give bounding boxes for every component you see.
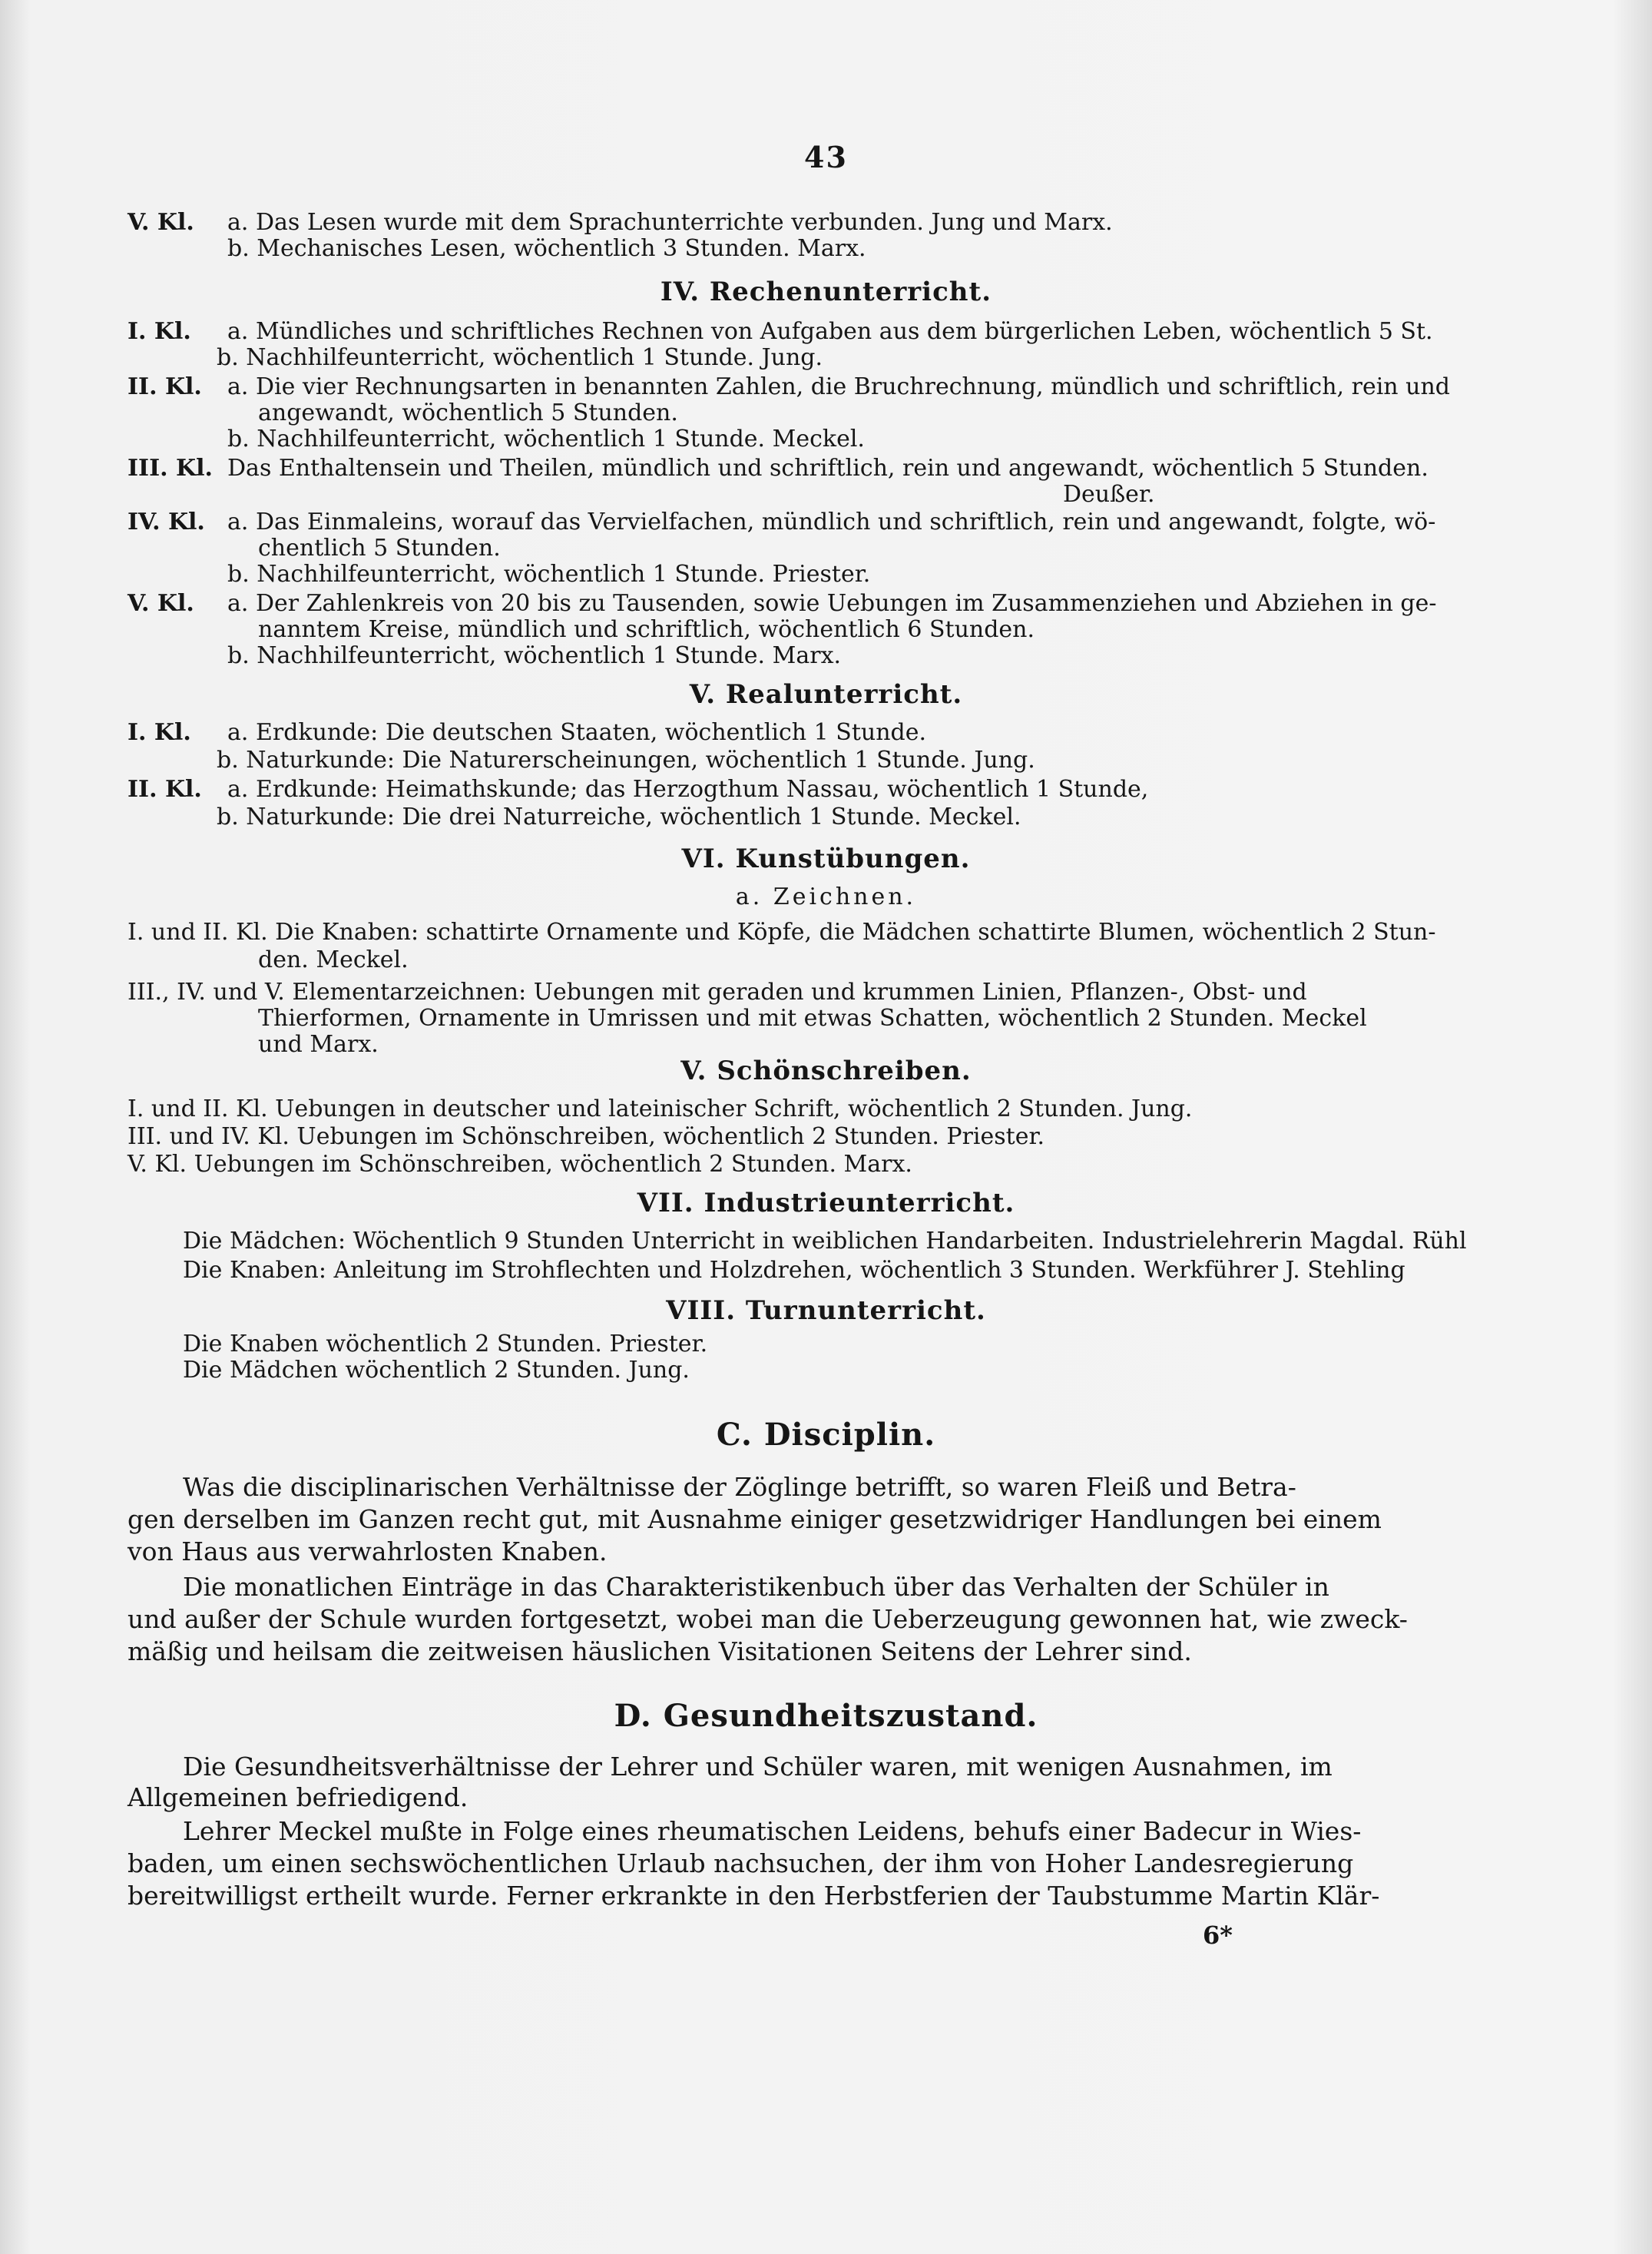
text-line: III. und IV. Kl. Uebungen im Schönschreiben, wöchentlich 2 Stunden. Priester.	[127, 1123, 1045, 1150]
text-line: Die Knaben: Anleitung im Strohflechten und Holzdrehen, wöchentlich 3 Stunden. Werkführer J. Stehling	[183, 1257, 1405, 1284]
text-line: Die Mädchen wöchentlich 2 Stunden. Jung.	[183, 1357, 690, 1384]
text-line: a. Erdkunde: Heimathskunde; das Herzogthum Nassau, wöchentlich 1 Stunde,	[227, 776, 1149, 803]
class-label: V. Kl.	[127, 590, 194, 617]
paragraph-line: von Haus aus verwahrlosten Knaben.	[127, 1536, 607, 1566]
paragraph-line: Allgemeinen befriedigend.	[127, 1782, 468, 1812]
paragraph-line: Die Gesundheitsverhältnisse der Lehrer und Schüler waren, mit wenigen Ausnahmen, im	[183, 1752, 1333, 1782]
text-line: III., IV. und V. Elementarzeichnen: Uebungen mit geraden und krummen Linien, Pflanzen-, Obst- und	[127, 979, 1307, 1006]
text-line: Deußer.	[1063, 481, 1155, 508]
text-line: a. Mündliches und schriftliches Rechnen von Aufgaben aus dem bürgerlichen Leben, wöchentlich 5 St.	[227, 318, 1433, 345]
text-line: b. Nachhilfeunterricht, wöchentlich 1 Stunde. Marx.	[227, 642, 842, 669]
section-subheading: a. Zeichnen.	[735, 883, 917, 910]
section-heading: VIII. Turnunterricht.	[666, 1295, 986, 1326]
paragraph-line: gen derselben im Ganzen recht gut, mit Ausnahme einiger gesetzwidriger Handlungen bei einem	[127, 1504, 1382, 1534]
text-line: I. und II. Kl. Uebungen in deutscher und lateinischer Schrift, wöchentlich 2 Stunden. Jung.	[127, 1096, 1193, 1122]
section-heading: VII. Industrieunterricht.	[637, 1188, 1015, 1218]
text-line: b. Mechanisches Lesen, wöchentlich 3 Stunden. Marx.	[227, 235, 866, 262]
text-line: Thierformen, Ornamente in Umrissen und mit etwas Schatten, wöchentlich 2 Stunden. Meckel	[258, 1005, 1367, 1032]
text-line: den. Meckel.	[258, 946, 409, 973]
paragraph-line: Lehrer Meckel mußte in Folge eines rheumatischen Leidens, behufs einer Badecur in Wies-	[183, 1816, 1362, 1846]
paragraph-line: bereitwilligst ertheilt wurde. Ferner erkrankte in den Herbstferien der Taubstumme Martin Klär-	[127, 1881, 1380, 1911]
text-line: Die Mädchen: Wöchentlich 9 Stunden Unterricht in weiblichen Handarbeiten. Industrielehrerin Magdal. Rühl	[183, 1228, 1467, 1255]
text-line: b. Naturkunde: Die Naturerscheinungen, wöchentlich 1 Stunde. Jung.	[217, 747, 1035, 774]
text-line: V. Kl. Uebungen im Schönschreiben, wöchentlich 2 Stunden. Marx.	[127, 1151, 912, 1178]
paragraph-line: mäßig und heilsam die zeitweisen häuslichen Visitationen Seitens der Lehrer sind.	[127, 1636, 1192, 1666]
text-line: Die Knaben wöchentlich 2 Stunden. Priester.	[183, 1331, 708, 1357]
text-line: a. Die vier Rechnungsarten in benannten Zahlen, die Bruchrechnung, mündlich und schriftlich, rein und	[227, 373, 1451, 400]
text-line: a. Der Zahlenkreis von 20 bis zu Tausenden, sowie Uebungen im Zusammenziehen und Abziehen in ge-	[227, 590, 1437, 617]
text-line: b. Nachhilfeunterricht, wöchentlich 1 Stunde. Priester.	[227, 561, 871, 588]
paragraph-line: Die monatlichen Einträge in das Charakteristikenbuch über das Verhalten der Schüler in	[183, 1572, 1329, 1602]
class-label: II. Kl.	[127, 776, 202, 803]
text-line: angewandt, wöchentlich 5 Stunden.	[258, 399, 678, 426]
text-line: und Marx.	[258, 1031, 379, 1058]
text-line: nanntem Kreise, mündlich und schriftlich, wöchentlich 6 Stunden.	[258, 616, 1035, 643]
section-heading: IV. Rechenunterricht.	[660, 277, 992, 307]
text-line: a. Das Lesen wurde mit dem Sprachunterrichte verbunden. Jung und Marx.	[227, 209, 1113, 236]
paragraph-line: baden, um einen sechswöchentlichen Urlaub nachsuchen, der ihm von Hoher Landesregierung	[127, 1848, 1354, 1878]
text-line: a. Erdkunde: Die deutschen Staaten, wöchentlich 1 Stunde.	[227, 719, 927, 746]
page-number: 43	[804, 140, 848, 174]
class-label: I. Kl.	[127, 318, 191, 345]
class-label: III. Kl.	[127, 455, 213, 482]
signature-mark: 6*	[1203, 1921, 1233, 1950]
section-heading: C. Disciplin.	[716, 1417, 936, 1453]
class-label: II. Kl.	[127, 373, 202, 400]
section-heading: V. Schönschreiben.	[680, 1056, 972, 1086]
section-heading: D. Gesundheitszustand.	[614, 1698, 1038, 1734]
text-line: b. Naturkunde: Die drei Naturreiche, wöchentlich 1 Stunde. Meckel.	[217, 804, 1021, 830]
class-label: I. Kl.	[127, 719, 191, 746]
paragraph-line: und außer der Schule wurden fortgesetzt, wobei man die Ueberzeugung gewonnen hat, wie zweck-	[127, 1604, 1408, 1634]
text-line: Das Enthaltensein und Theilen, mündlich und schriftlich, rein und angewandt, wöchentlich 5 Stunden.	[227, 455, 1429, 482]
text-line: b. Nachhilfeunterricht, wöchentlich 1 Stunde. Jung.	[217, 344, 823, 371]
text-line: a. Das Einmaleins, worauf das Vervielfachen, mündlich und schriftlich, rein und angewandt, folgte, wö-	[227, 509, 1436, 535]
section-heading: V. Realunterricht.	[689, 679, 963, 710]
paragraph-line: Was die disciplinarischen Verhältnisse der Zöglinge betrifft, so waren Fleiß und Betra-	[183, 1472, 1296, 1502]
class-label: V. Kl.	[127, 209, 194, 236]
section-heading: VI. Kunstübungen.	[681, 844, 971, 874]
text-line: chentlich 5 Stunden.	[258, 535, 501, 562]
class-label: IV. Kl.	[127, 509, 205, 535]
text-line: I. und II. Kl. Die Knaben: schattirte Ornamente und Köpfe, die Mädchen schattirte Blumen, wöchentlich 2 Stun-	[127, 919, 1436, 946]
text-line: b. Nachhilfeunterricht, wöchentlich 1 Stunde. Meckel.	[227, 426, 865, 452]
